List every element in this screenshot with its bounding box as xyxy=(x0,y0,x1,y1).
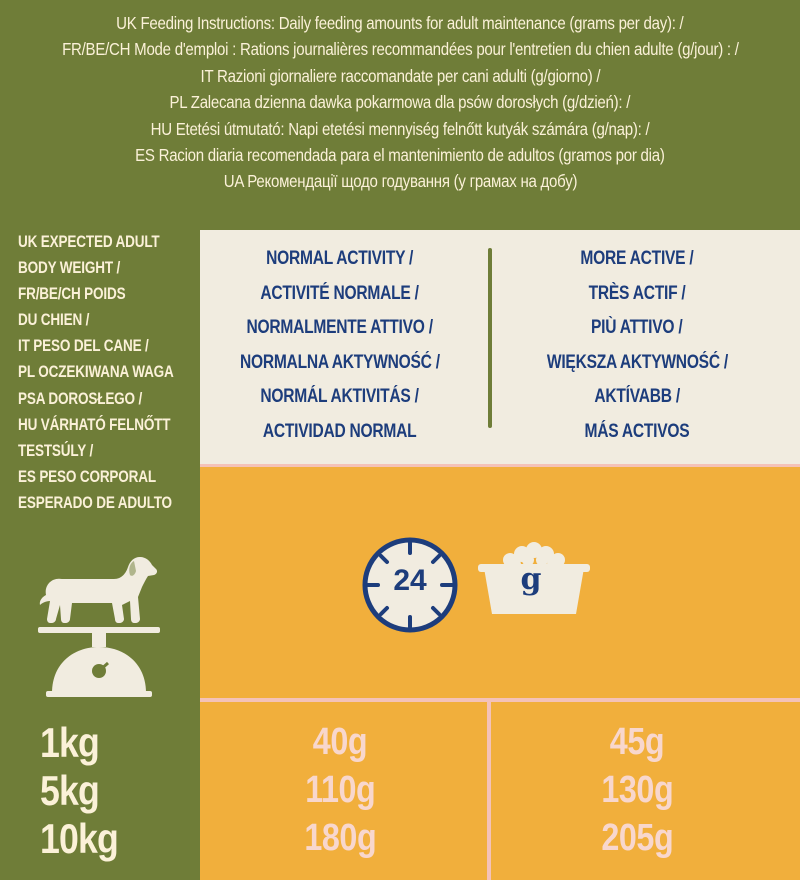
header-line-ua: UA Рекомендації щодо годування (у грамах на добу) xyxy=(223,171,577,192)
header-line-pl: PL Zalecana dzienna dawka pokarmowa dla psów dorosłych (g/dzień): / xyxy=(169,92,631,113)
weight-label-line: PSA DOROSŁEGO / xyxy=(18,389,143,408)
normal-activity-header xyxy=(205,242,475,449)
amount-more-1kg: 45g xyxy=(609,721,665,763)
amount-normal-5kg: 110g xyxy=(304,769,376,811)
header-line-fr: FR/BE/CH Mode d'emploi : Rations journalières recommandées pour l'entretien du chien adulte (g/jour) : / xyxy=(61,39,739,60)
more-active-line: MORE ACTIVE / xyxy=(580,248,694,269)
more-active-line: WIĘKSZA AKTYWNOŚĆ / xyxy=(546,351,728,373)
more-active-header xyxy=(502,242,772,449)
weight-label-line: ES PESO CORPORAL xyxy=(18,467,156,486)
normal-activity-line: NORMALNA AKTYWNOŚĆ / xyxy=(240,351,440,373)
table-divider-horizontal xyxy=(200,698,800,702)
header-line-es: ES Racion diaria recomendada para el mantenimiento de adultos (gramos por dia) xyxy=(135,145,665,166)
header-line-it: IT Razioni giornaliere raccomandate per cani adulti (g/giorno) / xyxy=(200,65,600,86)
body-weight-label xyxy=(18,229,198,516)
normal-activity-line: NORMAL ACTIVITY / xyxy=(266,248,414,269)
amount-more-5kg: 130g xyxy=(601,769,673,811)
activity-divider xyxy=(488,248,492,428)
weight-column xyxy=(40,718,190,862)
header-line-uk: UK Feeding Instructions: Daily feeding amounts for adult maintenance (grams per day): / xyxy=(116,13,684,33)
normal-activity-line: NORMÁL AKTIVITÁS / xyxy=(260,386,420,407)
weight-label-line: TESTSÚLY / xyxy=(18,441,94,460)
weight-label-line: HU VÁRHATÓ FELNŐTT xyxy=(18,415,171,434)
feeding-instructions-header xyxy=(0,0,800,222)
table-divider-vertical xyxy=(487,700,491,880)
normal-activity-amounts xyxy=(205,718,475,862)
bowl-label: g xyxy=(520,562,542,597)
weight-1kg: 1kg xyxy=(40,719,99,766)
weight-label-line: BODY WEIGHT / xyxy=(18,259,121,278)
header-line-hu: HU Etetési útmutató: Napi etetési mennyiség felnőtt kutyák számára (g/nap): / xyxy=(150,118,650,139)
weight-label-line: UK EXPECTED ADULT xyxy=(18,233,160,251)
weight-label-line: IT PESO DEL CANE / xyxy=(18,337,149,356)
amount-normal-1kg: 40g xyxy=(312,721,368,763)
clock-label: 24 xyxy=(393,564,427,597)
normal-activity-line: ACTIVITÉ NORMALE / xyxy=(260,282,420,304)
panel-divider-top xyxy=(200,464,800,467)
weight-label-line: FR/BE/CH POIDS xyxy=(18,285,126,304)
normal-activity-line: ACTIVIDAD NORMAL xyxy=(263,420,417,442)
weight-label-line: DU CHIEN / xyxy=(18,311,90,330)
amount-more-10kg: 205g xyxy=(601,817,673,859)
more-active-line: MÁS ACTIVOS xyxy=(584,420,690,442)
amount-normal-10kg: 180g xyxy=(304,817,376,859)
weight-5kg: 5kg xyxy=(40,767,99,814)
dog-on-scale-icon xyxy=(38,555,160,705)
more-active-line: AKTÍVABB / xyxy=(594,386,680,407)
weight-10kg: 10kg xyxy=(40,815,118,862)
weight-label-line: ESPERADO DE ADULTO xyxy=(18,493,172,512)
normal-activity-line: NORMALMENTE ATTIVO / xyxy=(246,317,434,338)
more-active-line: PIÙ ATTIVO / xyxy=(591,317,683,338)
more-active-line: TRÈS ACTIF / xyxy=(588,282,686,304)
weight-label-line: PL OCZEKIWANA WAGA xyxy=(18,363,174,382)
more-active-amounts xyxy=(502,718,772,862)
